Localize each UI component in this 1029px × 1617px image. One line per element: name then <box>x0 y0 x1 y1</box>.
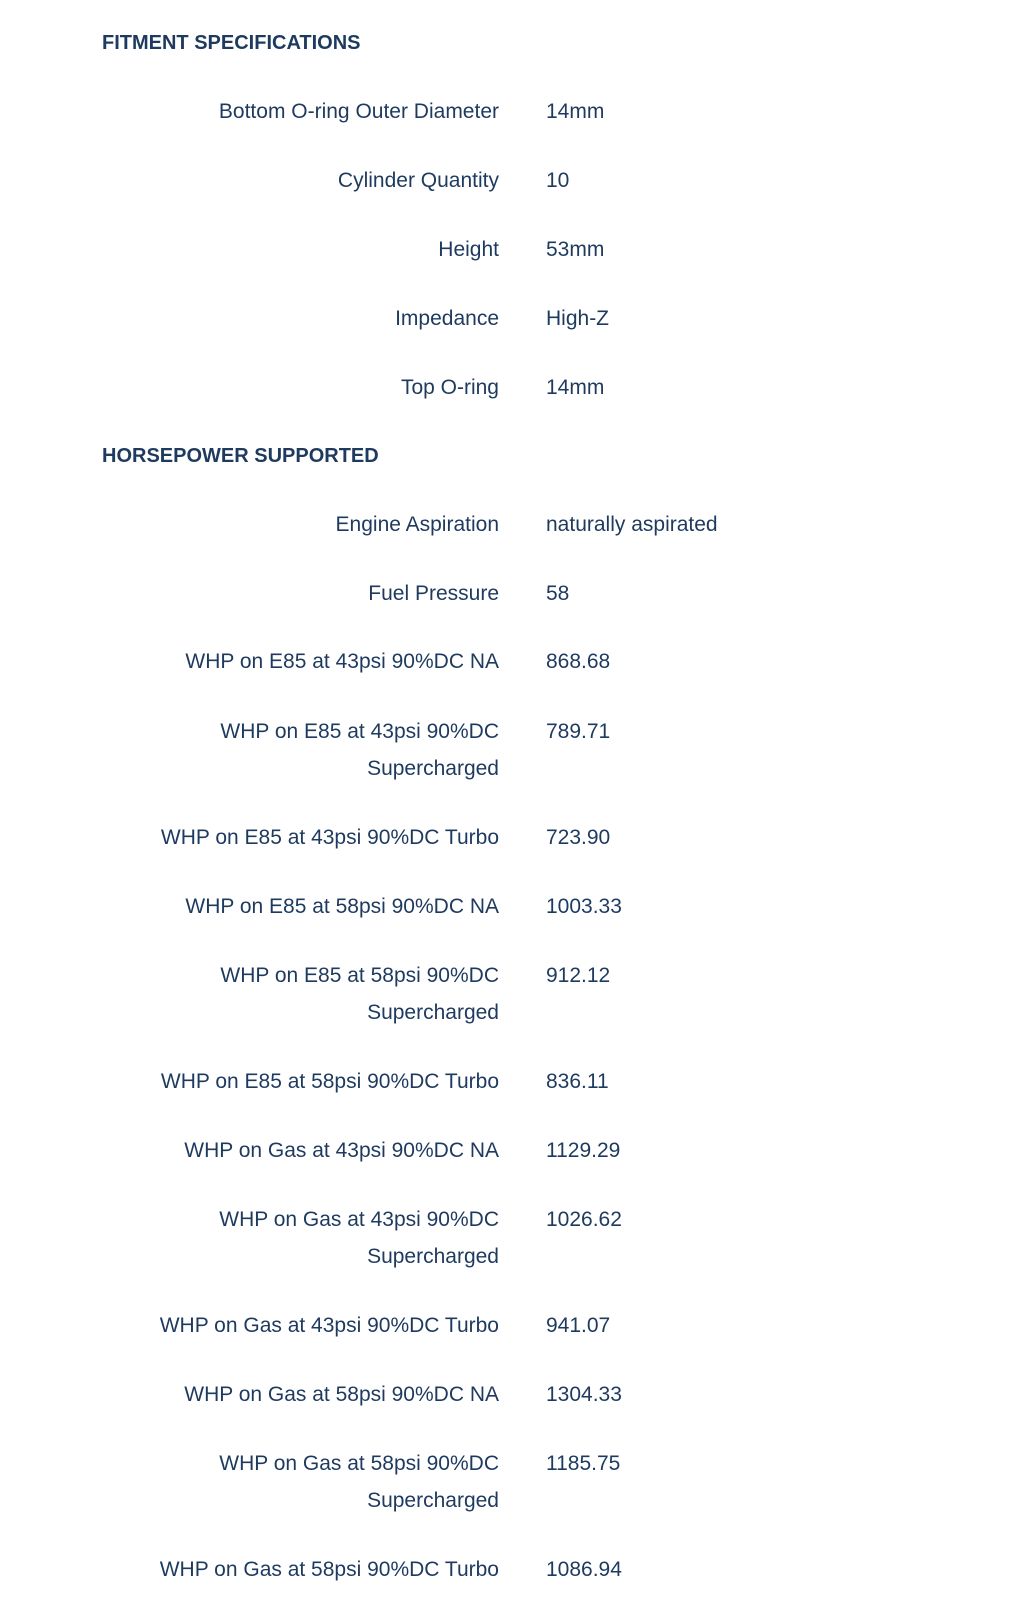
spec-label: WHP on E85 at 58psi 90%DC Turbo <box>160 1070 499 1093</box>
spec-value: 1185.75 <box>546 1452 621 1475</box>
spec-label: WHP on E85 at 58psi 90%DC Supercharged <box>220 964 499 1024</box>
spec-label: Height <box>438 238 499 261</box>
spec-label: WHP on Gas at 43psi 90%DC Turbo <box>159 1314 499 1337</box>
spec-value: 1026.62 <box>546 1208 622 1231</box>
spec-value: 1003.33 <box>546 895 622 918</box>
spec-value: 1086.94 <box>546 1558 622 1581</box>
spec-value: 10 <box>546 169 570 192</box>
spec-value: High-Z <box>546 307 610 330</box>
spec-value: 14mm <box>546 376 605 399</box>
spec-value: 789.71 <box>546 720 611 743</box>
spec-value: 14mm <box>546 100 605 123</box>
spec-label: WHP on E85 at 43psi 90%DC Turbo <box>160 826 499 849</box>
spec-value: 941.07 <box>546 1314 611 1337</box>
spec-label: Cylinder Quantity <box>337 169 499 192</box>
spec-label: WHP on Gas at 58psi 90%DC Supercharged <box>219 1452 499 1512</box>
spec-label: Engine Aspiration <box>335 513 499 536</box>
spec-label: Top O-ring <box>400 376 499 399</box>
spec-label: WHP on E85 at 43psi 90%DC NA <box>185 650 499 673</box>
section-title-fitment: FITMENT SPECIFICATIONS <box>102 32 361 54</box>
spec-label: WHP on Gas at 43psi 90%DC NA <box>184 1139 499 1162</box>
spec-value: 912.12 <box>546 964 611 987</box>
spec-value: 723.90 <box>546 826 611 849</box>
spec-value: 836.11 <box>546 1070 609 1093</box>
spec-value: naturally aspirated <box>546 513 718 536</box>
spec-label: WHP on E85 at 58psi 90%DC NA <box>185 895 499 918</box>
spec-value: 58 <box>546 582 570 605</box>
spec-value: 53mm <box>546 238 605 261</box>
spec-label: WHP on E85 at 43psi 90%DC Supercharged <box>220 720 499 780</box>
spec-label: Bottom O-ring Outer Diameter <box>218 100 499 123</box>
spec-label: Impedance <box>395 307 499 330</box>
spec-label: WHP on Gas at 43psi 90%DC Supercharged <box>219 1208 499 1268</box>
spec-label: WHP on Gas at 58psi 90%DC NA <box>184 1383 499 1406</box>
spec-value: 1129.29 <box>546 1139 621 1162</box>
spec-value: 1304.33 <box>546 1383 622 1406</box>
spec-label: WHP on Gas at 58psi 90%DC Turbo <box>159 1558 499 1581</box>
spec-value: 868.68 <box>546 650 611 673</box>
section-title-horsepower: HORSEPOWER SUPPORTED <box>102 445 379 467</box>
spec-label: Fuel Pressure <box>368 582 499 605</box>
